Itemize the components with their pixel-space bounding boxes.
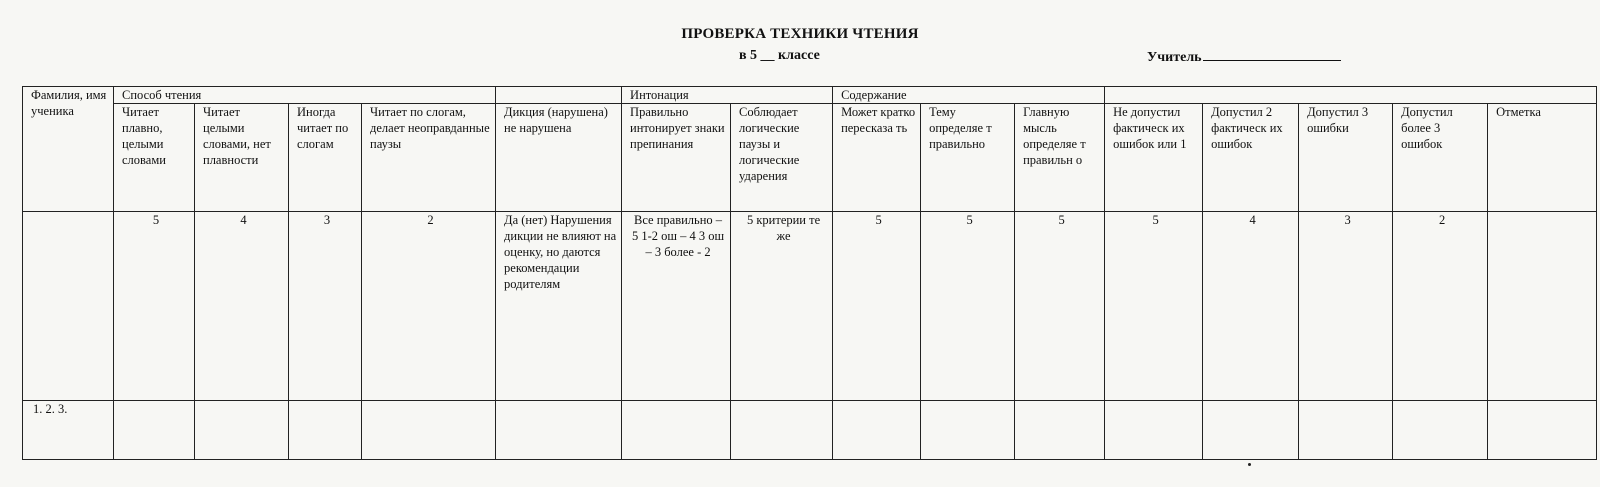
empty-cell (1393, 401, 1488, 460)
empty-cell (23, 212, 114, 401)
empty-cell (496, 401, 622, 460)
column-header: Дикция (нарушена) не нарушена (496, 104, 622, 212)
score-cell (1488, 212, 1597, 401)
reading-method-header: Способ чтения (114, 87, 496, 104)
score-cell: 2 (362, 212, 496, 401)
diction-group-cell (496, 87, 622, 104)
score-cell: 3 (289, 212, 362, 401)
column-header-row (23, 104, 1597, 212)
score-cell: 5 (1015, 212, 1105, 401)
column-header: Отметка (1488, 104, 1597, 212)
empty-cell (362, 401, 496, 460)
document-title: ПРОВЕРКА ТЕХНИКИ ЧТЕНИЯ (681, 26, 919, 42)
teacher-blank-line (1203, 48, 1341, 61)
empty-cell (1203, 401, 1299, 460)
intonation-header: Интонация (622, 87, 833, 104)
column-header: Не допустил фактическ их ошибок или 1 (1105, 104, 1203, 212)
column-header: Читает целыми словами, нет плавности (195, 104, 289, 212)
score-cell: 2 (1393, 212, 1488, 401)
empty-cell (731, 401, 833, 460)
column-header: Может кратко пересказа ть (833, 104, 921, 212)
empty-cell (921, 401, 1015, 460)
score-cell: 5 (833, 212, 921, 401)
empty-cell (195, 401, 289, 460)
score-row (23, 212, 1597, 401)
empty-cell (622, 401, 731, 460)
empty-cell (1299, 401, 1393, 460)
errors-group-cell (1105, 87, 1597, 104)
column-header: Читает по слогам, делает неоправданные паузы (362, 104, 496, 212)
score-cell: 5 критерии те же (731, 212, 833, 401)
content-header: Содержание (833, 87, 1105, 104)
empty-cell (833, 401, 921, 460)
column-header: Допустил 3 ошибки (1299, 104, 1393, 212)
empty-cell (1105, 401, 1203, 460)
column-header: Главную мысль определяе т правильн о (1015, 104, 1105, 212)
score-cell: Все правильно – 5 1-2 ош – 4 3 ош – 3 более - 2 (622, 212, 731, 401)
column-header: Допустил более 3 ошибок (1393, 104, 1488, 212)
column-header: Иногда читает по слогам (289, 104, 362, 212)
score-cell: 4 (195, 212, 289, 401)
class-subtitle: в 5 __ классе (739, 48, 820, 63)
column-header: Допустил 2 фактическ их ошибок (1203, 104, 1299, 212)
score-cell: 4 (1203, 212, 1299, 401)
score-cell: 3 (1299, 212, 1393, 401)
student-row (23, 401, 1597, 460)
empty-cell (289, 401, 362, 460)
group-header-row (23, 87, 1597, 104)
teacher-field (1147, 48, 1341, 66)
paper-speck (1248, 463, 1251, 466)
surname-header: Фамилия, имя ученика (23, 87, 114, 212)
student-numbers: 1. 2. 3. (23, 401, 114, 460)
score-cell: 5 (1105, 212, 1203, 401)
score-cell: 5 (114, 212, 195, 401)
score-cell: Да (нет) Нарушения дикции не влияют на оценку, но даются рекомендации родителям (496, 212, 622, 401)
empty-cell (114, 401, 195, 460)
teacher-label: Учитель (1147, 50, 1202, 65)
score-cell: 5 (921, 212, 1015, 401)
empty-cell (1488, 401, 1597, 460)
column-header: Правильно интонирует знаки препинания (622, 104, 731, 212)
column-header: Соблюдает логические паузы и логические ударения (731, 104, 833, 212)
empty-cell (1015, 401, 1105, 460)
reading-check-table (22, 86, 1597, 460)
column-header: Читает плавно, целыми словами (114, 104, 195, 212)
column-header: Тему определяе т правильно (921, 104, 1015, 212)
